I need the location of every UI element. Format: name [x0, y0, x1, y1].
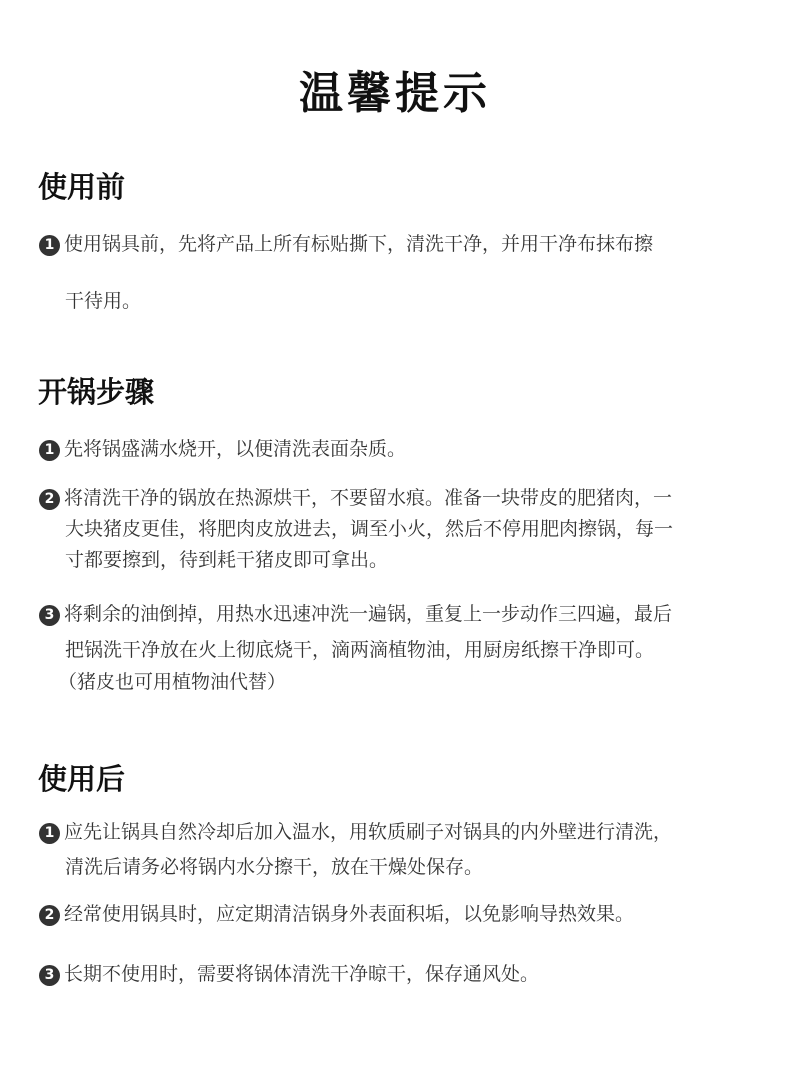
- step-text: 清洗后请务必将锅内水分擦干，放在干燥处保存。: [65, 856, 484, 878]
- section-heading-after-use: 使用后: [38, 762, 126, 796]
- step-text: 经常使用锅具时，应定期清洁锅身外表面积垢，以免影响导热效果。: [64, 903, 635, 925]
- step-text: 干待用。: [65, 290, 142, 312]
- step-number-badge: 2: [39, 905, 60, 926]
- list-item: [39, 435, 753, 464]
- step-text: 把锅洗干净放在火上彻底烧干，滴两滴植物油，用厨房纸擦干净即可。: [65, 639, 655, 661]
- section-heading-before-use: 使用前: [38, 170, 126, 204]
- list-item: [39, 815, 753, 885]
- note-text: （猪皮也可用植物油代替）: [58, 671, 287, 693]
- step-number-badge: 2: [39, 489, 60, 510]
- section-heading-seasoning-steps: 开锅步骤: [38, 375, 155, 409]
- step-text: 将剩余的油倒掉，用热水迅速冲洗一遍锅，重复上一步动作三四遍，最后: [64, 603, 673, 625]
- list-item: [39, 596, 753, 668]
- step-text: 寸都要擦到，待到耗干猪皮即可拿出。: [65, 549, 389, 571]
- step-text: 大块猪皮更佳，将肥肉皮放进去，调至小火，然后不停用肥肉擦锅，每一: [65, 518, 674, 540]
- list-item: [39, 900, 753, 929]
- list-item: [39, 960, 753, 989]
- step-text: 长期不使用时，需要将锅体清洗干净晾干，保存通风处。: [64, 963, 540, 985]
- step-number-badge: 3: [39, 605, 60, 626]
- page-title: 温馨提示: [299, 68, 491, 119]
- step-number-badge: 1: [39, 235, 60, 256]
- list-item: [39, 483, 753, 576]
- step-text: 将清洗干净的锅放在热源烘干，不要留水痕。准备一块带皮的肥猪肉，一: [64, 487, 673, 509]
- step-text: 应先让锅具自然冷却后加入温水，用软质刷子对锅具的内外壁进行清洗，: [64, 821, 673, 843]
- step-number-badge: 1: [39, 440, 60, 461]
- list-item: [39, 230, 753, 316]
- step-number-badge: 1: [39, 823, 60, 844]
- step-number-badge: 3: [39, 965, 60, 986]
- step-text: 先将锅盛满水烧开，以便清洗表面杂质。: [64, 438, 407, 460]
- step-text: 使用锅具前，先将产品上所有标贴撕下，清洗干净，并用干净布抹布擦: [64, 233, 654, 255]
